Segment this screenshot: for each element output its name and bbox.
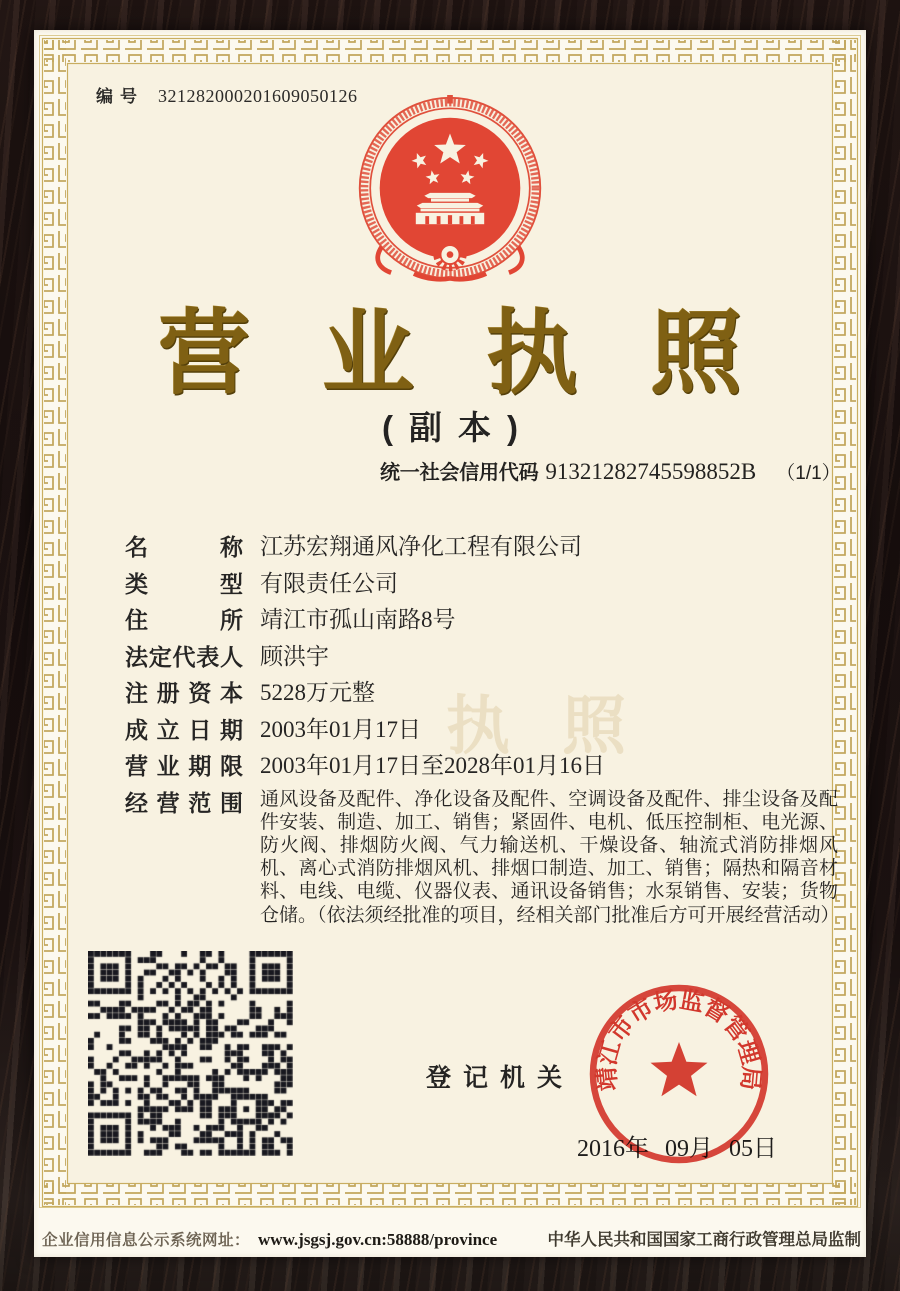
serial-row bbox=[96, 82, 358, 107]
official-seal bbox=[587, 982, 771, 1166]
footer-site-row bbox=[42, 1228, 497, 1250]
registration-authority-label: 登记机关 bbox=[426, 1064, 575, 1092]
field-label: 注 册 资 本 bbox=[125, 680, 243, 706]
national-emblem-icon bbox=[355, 94, 545, 286]
issue-month: 09月 bbox=[665, 1136, 713, 1162]
footer-site-label: 企业信用信息公示系统网址： bbox=[42, 1232, 251, 1249]
field-value: 2003年01月17日至2028年01月16日 bbox=[260, 753, 605, 778]
field-label: 名 称 bbox=[125, 534, 243, 560]
footer-site-url: www.jsgsj.gov.cn:58888/province bbox=[258, 1230, 498, 1249]
credit-code-label: 统一社会信用代码 bbox=[380, 462, 539, 484]
field-row-term bbox=[125, 751, 841, 781]
footer-issuer: 中华人民共和国国家工商行政管理总局监制 bbox=[547, 1230, 861, 1249]
seal-text: 靖江市市场监督管理局 bbox=[593, 986, 765, 1093]
field-row-name bbox=[125, 532, 841, 562]
field-value: 有限责任公司 bbox=[260, 570, 398, 596]
watermark-text: 执照 bbox=[446, 690, 678, 762]
paper-footer bbox=[42, 1226, 861, 1250]
issue-day: 05日 bbox=[729, 1136, 777, 1162]
field-row-legal-rep bbox=[125, 642, 841, 672]
credit-code-value: 91321282745598852B bbox=[545, 459, 757, 484]
qr-code bbox=[88, 951, 293, 1156]
field-value: 江苏宏翔通风净化工程有限公司 bbox=[260, 534, 582, 559]
field-value: 顾洪宇 bbox=[260, 643, 329, 669]
field-value: 通风设备及配件、净化设备及配件、空调设备及配件、排尘设备及配件安装、制造、加工、销售；紧固件、电机、低压控制柜、电光源、防火阀、排烟防火阀、气力输送机、干燥设备、轴流式消防排烟风机、离心式消防排烟风机、排烟口制造、加工、销售；隔热和隔音材料、电线、电缆、仪器仪表、通讯设备销售；水泵销售、安装；货物仓储。（依法须经批准的项目，经相关部门批准后方可开展经营活动） bbox=[260, 788, 840, 926]
page-indicator: （1/1） bbox=[776, 463, 841, 484]
field-label: 营 业 期 限 bbox=[125, 753, 243, 779]
license-document bbox=[34, 30, 866, 1257]
field-row-type bbox=[125, 569, 841, 599]
field-label: 法 定 代 表 人 bbox=[125, 643, 243, 670]
license-subtitle: (副本) bbox=[382, 409, 534, 446]
field-label: 成 立 日 期 bbox=[125, 716, 243, 743]
fields-table bbox=[125, 532, 841, 933]
field-value: 5228万元整 bbox=[260, 680, 375, 705]
field-label: 住 所 bbox=[125, 607, 243, 633]
field-row-scope bbox=[125, 788, 841, 927]
issue-year: 2016年 bbox=[577, 1136, 649, 1162]
field-value: 靖江市孤山南路8号 bbox=[260, 607, 456, 632]
field-label: 经 营 范 围 bbox=[125, 789, 243, 816]
field-row-established bbox=[125, 715, 841, 745]
field-value: 2003年01月17日 bbox=[260, 716, 421, 742]
serial-number: 321282000201609050126 bbox=[158, 86, 358, 106]
field-row-capital bbox=[125, 678, 841, 708]
field-row-address bbox=[125, 605, 841, 635]
license-title: 营业执照 bbox=[157, 303, 814, 405]
serial-label: 编号 bbox=[96, 87, 144, 106]
field-label: 类 型 bbox=[125, 570, 243, 597]
credit-code-row bbox=[380, 456, 841, 485]
